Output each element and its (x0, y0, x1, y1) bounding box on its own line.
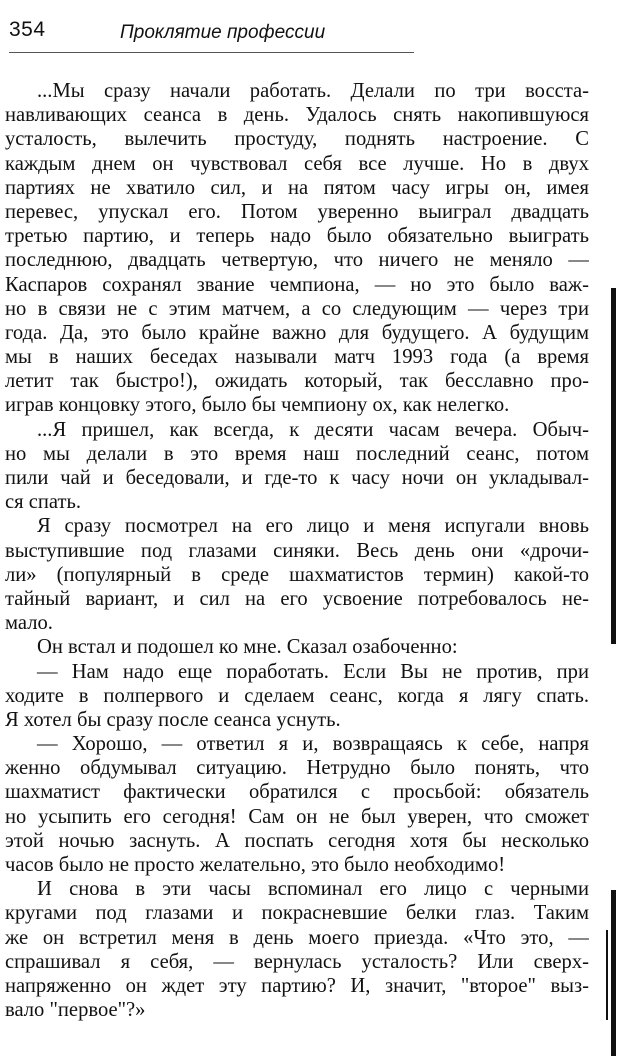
text-line: этой ночью заснуть. А поспать сегодня хотя бы несколько (5, 829, 589, 852)
text-line: ходите в полпервого и сделаем сеанс, когда я лягу спать. (5, 684, 589, 707)
paragraph (5, 418, 589, 515)
text-line: но мы делали в это время наш последний сеанс, потом (5, 442, 589, 465)
text-line: напряженно он ждет эту партию? И, значит, "второе" выз- (5, 974, 589, 997)
running-head (9, 18, 414, 53)
page-number: 354 (9, 18, 46, 41)
text-line: усталость, вылечить простуду, поднять настроение. С (5, 128, 589, 151)
text-line: играв концовку этого, было бы чемпиону ох, как нелегко. (5, 394, 510, 417)
text-line: но усыпить его сегодня! Сам он не был уверен, что сможет (5, 805, 589, 828)
text-line: навливающих сеанса в день. Удалось снять накопившуюся (5, 104, 589, 127)
scan-edge-shadow (606, 930, 608, 1020)
text-line: — Нам надо еще поработать. Если Вы не против, при (37, 660, 589, 683)
text-line: мы в наших беседах называли матч 1993 года (а время (5, 346, 589, 369)
text-line: ся спать. (5, 491, 82, 514)
text-line: последнюю, двадцать четвертую, что ничего не меняло — (5, 249, 589, 272)
text-line: часов было не просто желательно, это было необходимо! (5, 854, 506, 876)
scan-edge-shadow (611, 288, 616, 644)
text-line: но в связи не с этим матчем, а со следующим — через три (5, 297, 589, 320)
text-line: тайный вариант, и сил на его усвоение потребовалось не- (5, 587, 589, 610)
text-line: ...Мы сразу начали работать. Делали по три восста- (37, 80, 589, 102)
text-line: Каспаров сохранял звание чемпиона, — но это было важ- (5, 273, 589, 296)
text-line: третью партию, и теперь надо было обязательно выиграть (5, 225, 589, 248)
paragraph (5, 514, 589, 635)
text-line: шахматист фактически обратился с просьбой: обязатель (5, 781, 589, 804)
paragraph (5, 877, 589, 1022)
paragraph (5, 732, 589, 877)
scan-edge-shadow (611, 890, 616, 1056)
text-line: И снова в эти часы вспоминал его лицо с черными (37, 878, 589, 901)
text-line: пили чай и беседовали, и где-то к часу ночи он укладывал- (5, 467, 589, 489)
text-line: — Хорошо, — ответил я и, возвращаясь к себе, напря (37, 733, 589, 756)
text-line: летит так быстро!), ожидать который, так бесславно про- (5, 370, 589, 393)
text-line: ли» (популярный в среде шахматистов термин) какой-то (5, 563, 589, 586)
text-line: года. Да, это было крайне важно для будущего. А будущим (5, 321, 589, 344)
text-line: ...Я пришел, как всегда, к десяти часам вечера. Обыч- (37, 418, 589, 441)
text-line: Он встал и подошел ко мне. Сказал озабоченно: (37, 636, 458, 659)
text-line: же он встретил меня в день моего приезда. «Что это, — (5, 926, 589, 949)
body-text (5, 79, 589, 1022)
paragraph (5, 660, 589, 733)
text-line: Я сразу посмотрел на его лицо и меня испугали вновь (37, 515, 589, 538)
text-line: партиях не хватило сил, и на пятом часу игры он, имея (5, 176, 589, 199)
text-line: каждым днем он чувствовал себя все лучше. Но в двух (5, 152, 589, 175)
text-line: перевес, упускал его. Потом уверенно выиграл двадцать (5, 200, 589, 223)
text-line: выступившие под глазами синяки. Весь день они «дрочи- (5, 539, 589, 562)
text-line: вало "первое"?» (5, 999, 146, 1022)
text-line: Я хотел бы сразу после сеанса уснуть. (5, 708, 341, 731)
text-line: кругами под глазами и покрасневшие белки глаз. Таким (5, 902, 589, 925)
text-line: спрашивал я себя, — вернулась усталость? Или сверх- (5, 950, 589, 973)
book-title: Проклятие профессии (120, 22, 326, 43)
text-line: женно обдумывал ситуацию. Нетрудно было понять, что (5, 757, 589, 780)
paragraph (5, 79, 589, 418)
text-line: мало. (5, 612, 53, 635)
paragraph (5, 635, 589, 659)
